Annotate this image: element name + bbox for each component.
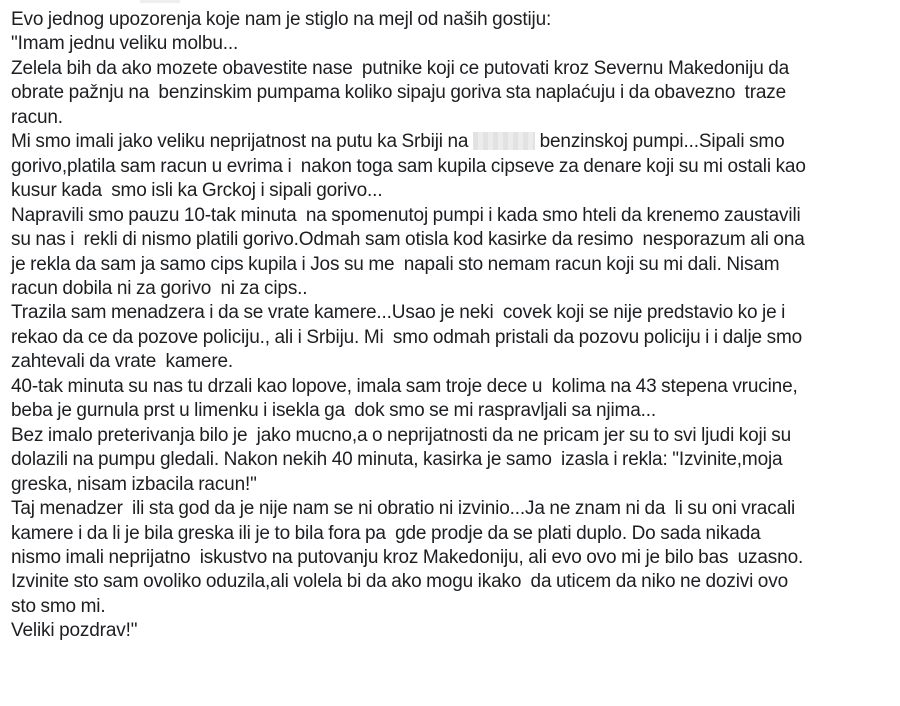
post-line: Izvinite sto sam ovoliko oduzila,ali volela bi da ako mogu ikako da uticem da niko ne dozivi ovo bbox=[11, 571, 788, 593]
post-line: Trazila sam menadzera i da se vrate kamere...Usao je neki covek koji se nije predstavio ko je i bbox=[11, 302, 786, 324]
post-line: 40-tak minuta su nas tu drzali kao lopove, imala sam troje dece u kolima na 43 stepena vrucine, bbox=[11, 375, 798, 397]
post-line: greska, nisam izbacila racun!" bbox=[11, 473, 257, 495]
post-line-with-redaction bbox=[11, 130, 896, 154]
post-line: racun. bbox=[11, 106, 63, 128]
top-edge-fragment bbox=[140, 0, 180, 3]
post-line: kamere i da li je bila greska ili je to bila fora pa gde prodje da se plati duplo. Do sada nikada bbox=[11, 522, 761, 544]
post-line: Bez imalo preterivanja bilo je jako mucno,a o neprijatnosti da ne pricam jer su to svi ljudi koji su bbox=[11, 424, 792, 446]
post-line: rekao da ce da pozove policiju., ali i Srbiju. Mi smo odmah pristali da pozovu policiju i i dalje smo bbox=[11, 326, 803, 348]
post-line: kusur kada smo isli ka Grckoj i sipali gorivo... bbox=[11, 180, 383, 202]
post-line: "Imam jednu veliku molbu... bbox=[11, 33, 239, 55]
post-text bbox=[11, 8, 896, 644]
post-line: gorivo,platila sam racun u evrima i nakon toga sam kupila cipseve za denare koji su mi ostali kao bbox=[11, 155, 806, 177]
post-line: Evo jednog upozorenja koje nam je stiglo na mejl od naših gostiju: bbox=[11, 9, 552, 30]
post-line: obrate pažnju na benzinskim pumpama koliko sipaju goriva sta naplaćuju i da obavezno traze bbox=[11, 82, 787, 104]
post-line: zahtevali da vrate kamere. bbox=[11, 351, 234, 373]
redacted-station-name bbox=[473, 132, 535, 150]
post-line: dolazili na pumpu gledali. Nakon nekih 40 minuta, kasirka je samo izasla i rekla: "Izvinite,moja bbox=[11, 449, 783, 471]
post-line: je rekla da sam ja samo cips kupila i Jos su me napali sto nemam racun koji su mi dali. Nisam bbox=[11, 253, 780, 275]
post-line: Veliki pozdrav!" bbox=[11, 620, 138, 642]
post-line-end: benzinskoj pumpi...Sipali smo bbox=[539, 131, 785, 153]
post-line: Napravili smo pauzu 10-tak minuta na spomenutoj pumpi i kada smo hteli da krenemo zaustavili bbox=[11, 204, 801, 226]
post-line: beba je gurnula prst u limenku i isekla ga dok smo se mi raspravljali sa njima... bbox=[11, 400, 656, 422]
post-line: sto smo mi. bbox=[11, 595, 106, 617]
post-line: racun dobila ni za gorivo ni za cips.. bbox=[11, 277, 308, 299]
post-line: Taj menadzer ili sta god da je nije nam se ni obratio ni izvinio...Ja ne znam ni da li su oni vracali bbox=[11, 498, 796, 520]
post-line: su nas i rekli di nismo platili gorivo.Odmah sam otisla kod kasirke da resimo nesporazum ali ona bbox=[11, 229, 805, 251]
post-line: Zelela bih da ako mozete obavestite nase putnike koji ce putovati kroz Severnu Makedoniju da bbox=[11, 57, 790, 79]
post-line: nismo imali neprijatno iskustvo na putovanju kroz Makedoniju, ali evo ovo mi je bilo bas uzasno. bbox=[11, 546, 804, 568]
post-line-start: Mi smo imali jako veliku neprijatnost na putu ka Srbiji na bbox=[11, 131, 469, 153]
